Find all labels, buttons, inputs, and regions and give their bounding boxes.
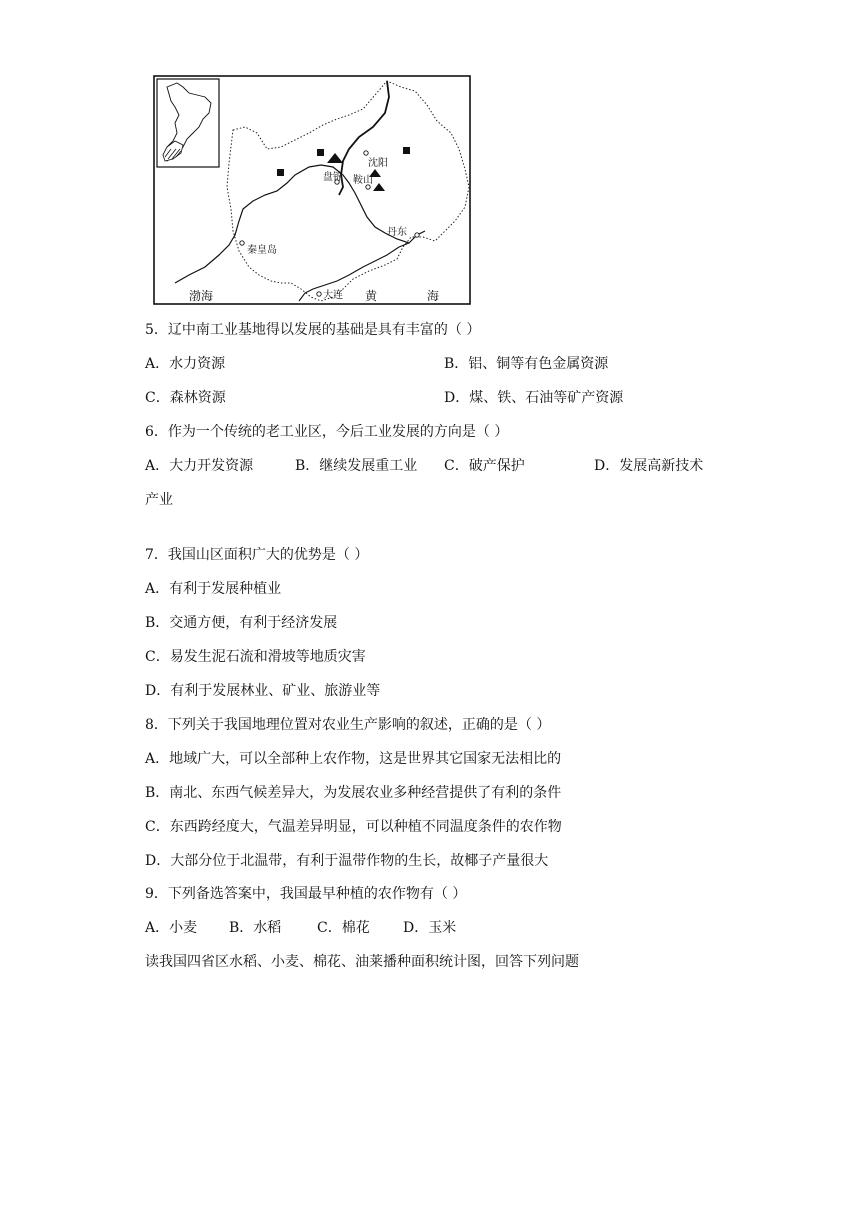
coal-symbol (403, 147, 410, 154)
question-9-option-d: D．玉米 (403, 920, 457, 936)
inset-map (157, 79, 219, 167)
label-anshan: 鞍山 (353, 175, 373, 186)
question-6-stem: 6．作为一个传统的老工业区，今后工业发展的方向是（ ） (145, 424, 509, 440)
question-9-stem: 9．下列备选答案中，我国最早种植的农作物有（ ） (145, 886, 467, 902)
question-8-option-a: A．地域广大，可以全部种上农作物，这是世界其它国家无法相比的 (145, 751, 562, 767)
question-5-option-d: D．煤、铁、石油等矿产资源 (444, 390, 624, 406)
question-8-stem: 8．下列关于我国地理位置对农业生产影响的叙述，正确的是（ ） (145, 717, 551, 733)
question-6-option-b: B．继续发展重工业 (295, 458, 418, 474)
question-8-option-c: C．东西跨经度大，气温差异明显，可以种植不同温度条件的农作物 (145, 819, 562, 835)
question-9-option-c: C．棉花 (317, 920, 370, 936)
question-7-option-d: D．有利于发展林业、矿业、旅游业等 (145, 683, 381, 699)
coal-symbol (277, 169, 284, 176)
question-8-option-b: B．南北、东西气候差异大，为发展农业多种经营提供了有利的条件 (145, 785, 562, 801)
chart-intro-text: 读我国四省区水稻、小麦、棉花、油莱播种面积统计图，回答下列问题 (145, 954, 579, 970)
question-8-option-d: D．大部分位于北温带，有利于温带作物的生长，故椰子产量很大 (145, 853, 549, 869)
label-dalian: 大连 (323, 290, 343, 301)
question-7-stem: 7．我国山区面积广大的优势是（ ） (145, 547, 369, 563)
question-7-option-b: B．交通方便，有利于经济发展 (145, 615, 338, 631)
label-shenyang: 沈阳 (368, 158, 388, 169)
question-7-option-c: C．易发生泥石流和滑坡等地质灾害 (145, 649, 366, 665)
label-dandong: 丹东 (387, 227, 407, 238)
label-bohai: 渤海 (189, 289, 214, 303)
question-5-option-b: B．铝、铜等有色金属资源 (444, 356, 609, 372)
label-huang: 黄 (365, 289, 378, 303)
question-5-option-a: A．水力资源 (145, 356, 226, 372)
question-5-option-c: C．森林资源 (145, 390, 226, 406)
question-6-option-a: A．大力开发资源 (145, 458, 254, 474)
coal-symbol (317, 149, 324, 156)
question-6-option-d-continuation: 产业 (145, 492, 173, 508)
question-9-option-b: B．水稻 (229, 920, 282, 936)
question-5-stem: 5．辽中南工业基地得以发展的基础是具有丰富的（ ） (145, 322, 481, 338)
label-qinhuangdao: 秦皇岛 (247, 245, 277, 256)
label-hai: 海 (427, 289, 440, 303)
question-6-option-d: D．发展高新技术 (594, 458, 704, 474)
liaoning-industrial-map (153, 75, 471, 305)
question-6-option-c: C．破产保护 (444, 458, 525, 474)
label-panjin: 盘锦 (323, 172, 343, 183)
question-7-option-a: A．有利于发展种植业 (145, 581, 282, 597)
question-9-option-a: A．小麦 (145, 920, 198, 936)
